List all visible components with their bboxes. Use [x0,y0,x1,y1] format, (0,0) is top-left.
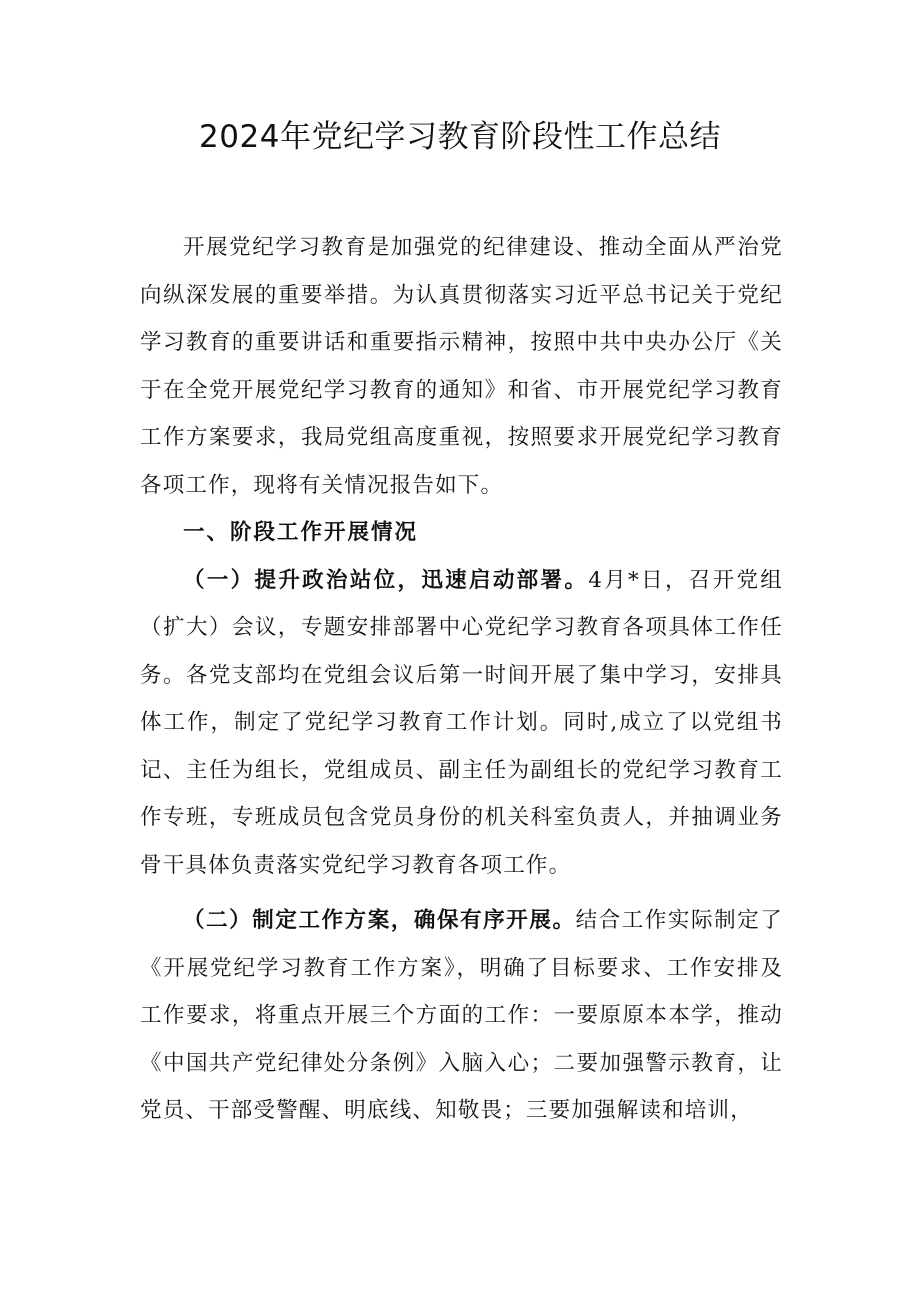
section-heading: 一、阶段工作开展情况 [183,520,419,545]
item-2-paragraph [140,897,783,1135]
item-1-text: 4月*日，召开党组（扩大）会议，专题安排部署中心党纪学习教育各项具体工作任务。各党支部均在党组会议后第一时间开展了集中学习，安排具体工作，制定了党纪学习教育工作计划。同时,成立了以党组书记、主任为组长，党组成员、副主任为副组长的党纪学习教育工作专班，专班成员包含党员身份的机关科室负责人，并抽调业务骨干具体负责落实党纪学习教育各项工作。 [140,567,783,878]
item-1-paragraph [140,557,783,890]
item-2-lead: （二）制定工作方案，确保有序开展。 [183,908,576,933]
intro-paragraph: 开展党纪学习教育是加强党的纪律建设、推动全面从严治党向纵深发展的重要举措。为认真贯彻落实习近平总书记关于党纪学习教育的重要讲话和重要指示精神，按照中共中央办公厅《关于在全党开展党纪学习教育的通知》和省、市开展党纪学习教育工作方案要求，我局党组高度重视，按照要求开展党纪学习教育各项工作，现将有关情况报告如下。 [140,235,783,498]
item-2-text: 结合工作实际制定了《开展党纪学习教育工作方案》，明确了目标要求、工作安排及工作要求，将重点开展三个方面的工作：一要原原本本学，推动《中国共产党纪律处分条例》入脑入心；二要加强警示教育，让党员、干部受警醒、明底线、知敬畏；三要加强解读和培训， [140,908,783,1123]
document-body [140,224,783,1135]
document-title: 2024年党纪学习教育阶段性工作总结 [199,119,721,155]
item-1-lead: （一）提升政治站位，迅速启动部署。 [183,567,589,593]
